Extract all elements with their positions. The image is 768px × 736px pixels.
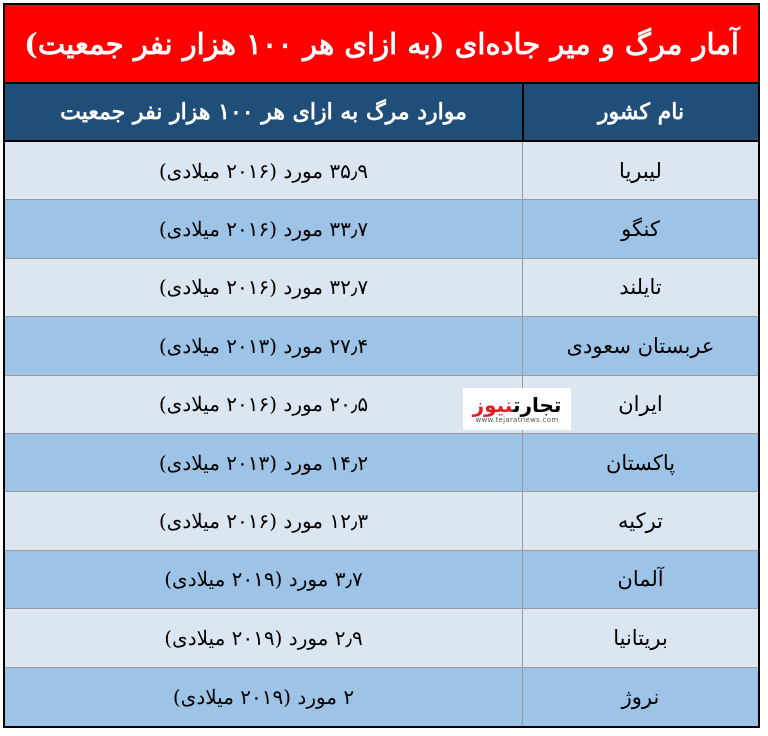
table-row	[5, 609, 758, 667]
country-cell: ترکیه	[522, 492, 758, 549]
value-cell: ۲۰٫۵ مورد (۲۰۱۶ میلادی)	[158, 392, 369, 417]
country-cell: عربستان سعودی	[522, 317, 758, 374]
table-header-row	[5, 84, 758, 142]
table-row	[5, 259, 758, 317]
table-row	[5, 142, 758, 200]
value-cell: ۱۴٫۲ مورد (۲۰۱۳ میلادی)	[158, 450, 369, 475]
watermark-brand-part2: نیوز	[472, 392, 513, 417]
table-row	[5, 200, 758, 258]
value-cell: ۲٫۹ مورد (۲۰۱۹ میلادی)	[164, 625, 363, 650]
header-country: نام کشور	[522, 84, 758, 140]
value-cell: ۳۳٫۷ مورد (۲۰۱۶ میلادی)	[158, 217, 369, 242]
table-row	[5, 492, 758, 550]
value-cell: ۳٫۷ مورد (۲۰۱۹ میلادی)	[164, 567, 363, 592]
table-row	[5, 668, 758, 726]
value-cell: ۱۲٫۳ مورد (۲۰۱۶ میلادی)	[158, 509, 369, 534]
country-cell: کنگو	[522, 200, 758, 257]
country-cell: لیبریا	[522, 142, 758, 199]
country-cell: پاکستان	[522, 434, 758, 491]
country-cell: ایران	[522, 376, 758, 433]
value-cell: ۳۵٫۹ مورد (۲۰۱۶ میلادی)	[158, 158, 369, 183]
country-cell: آلمان	[522, 551, 758, 608]
header-value: موارد مرگ به ازای هر ۱۰۰ هزار نفر جمعیت	[60, 99, 467, 125]
watermark-brand-part1: تجارت	[512, 392, 562, 417]
value-cell: ۳۲٫۷ مورد (۲۰۱۶ میلادی)	[158, 275, 369, 300]
value-cell: ۲ مورد (۲۰۱۹ میلادی)	[172, 684, 355, 709]
value-cell: ۲۷٫۴ مورد (۲۰۱۳ میلادی)	[158, 333, 369, 358]
table-row	[5, 317, 758, 375]
table-row	[5, 551, 758, 609]
stats-table	[3, 3, 760, 728]
table-title: آمار مرگ و میر جاده‌ای (به ازای هر ۱۰۰ هزار نفر جمعیت)	[5, 5, 758, 84]
watermark-brand	[473, 394, 562, 416]
watermark-url: www.tejaratnews.com	[475, 415, 559, 424]
table-row	[5, 376, 758, 434]
table-row	[5, 434, 758, 492]
watermark-logo	[463, 388, 571, 430]
table-body	[5, 142, 758, 726]
country-cell: تایلند	[522, 259, 758, 316]
country-cell: بریتانیا	[522, 609, 758, 666]
country-cell: نروژ	[522, 668, 758, 726]
